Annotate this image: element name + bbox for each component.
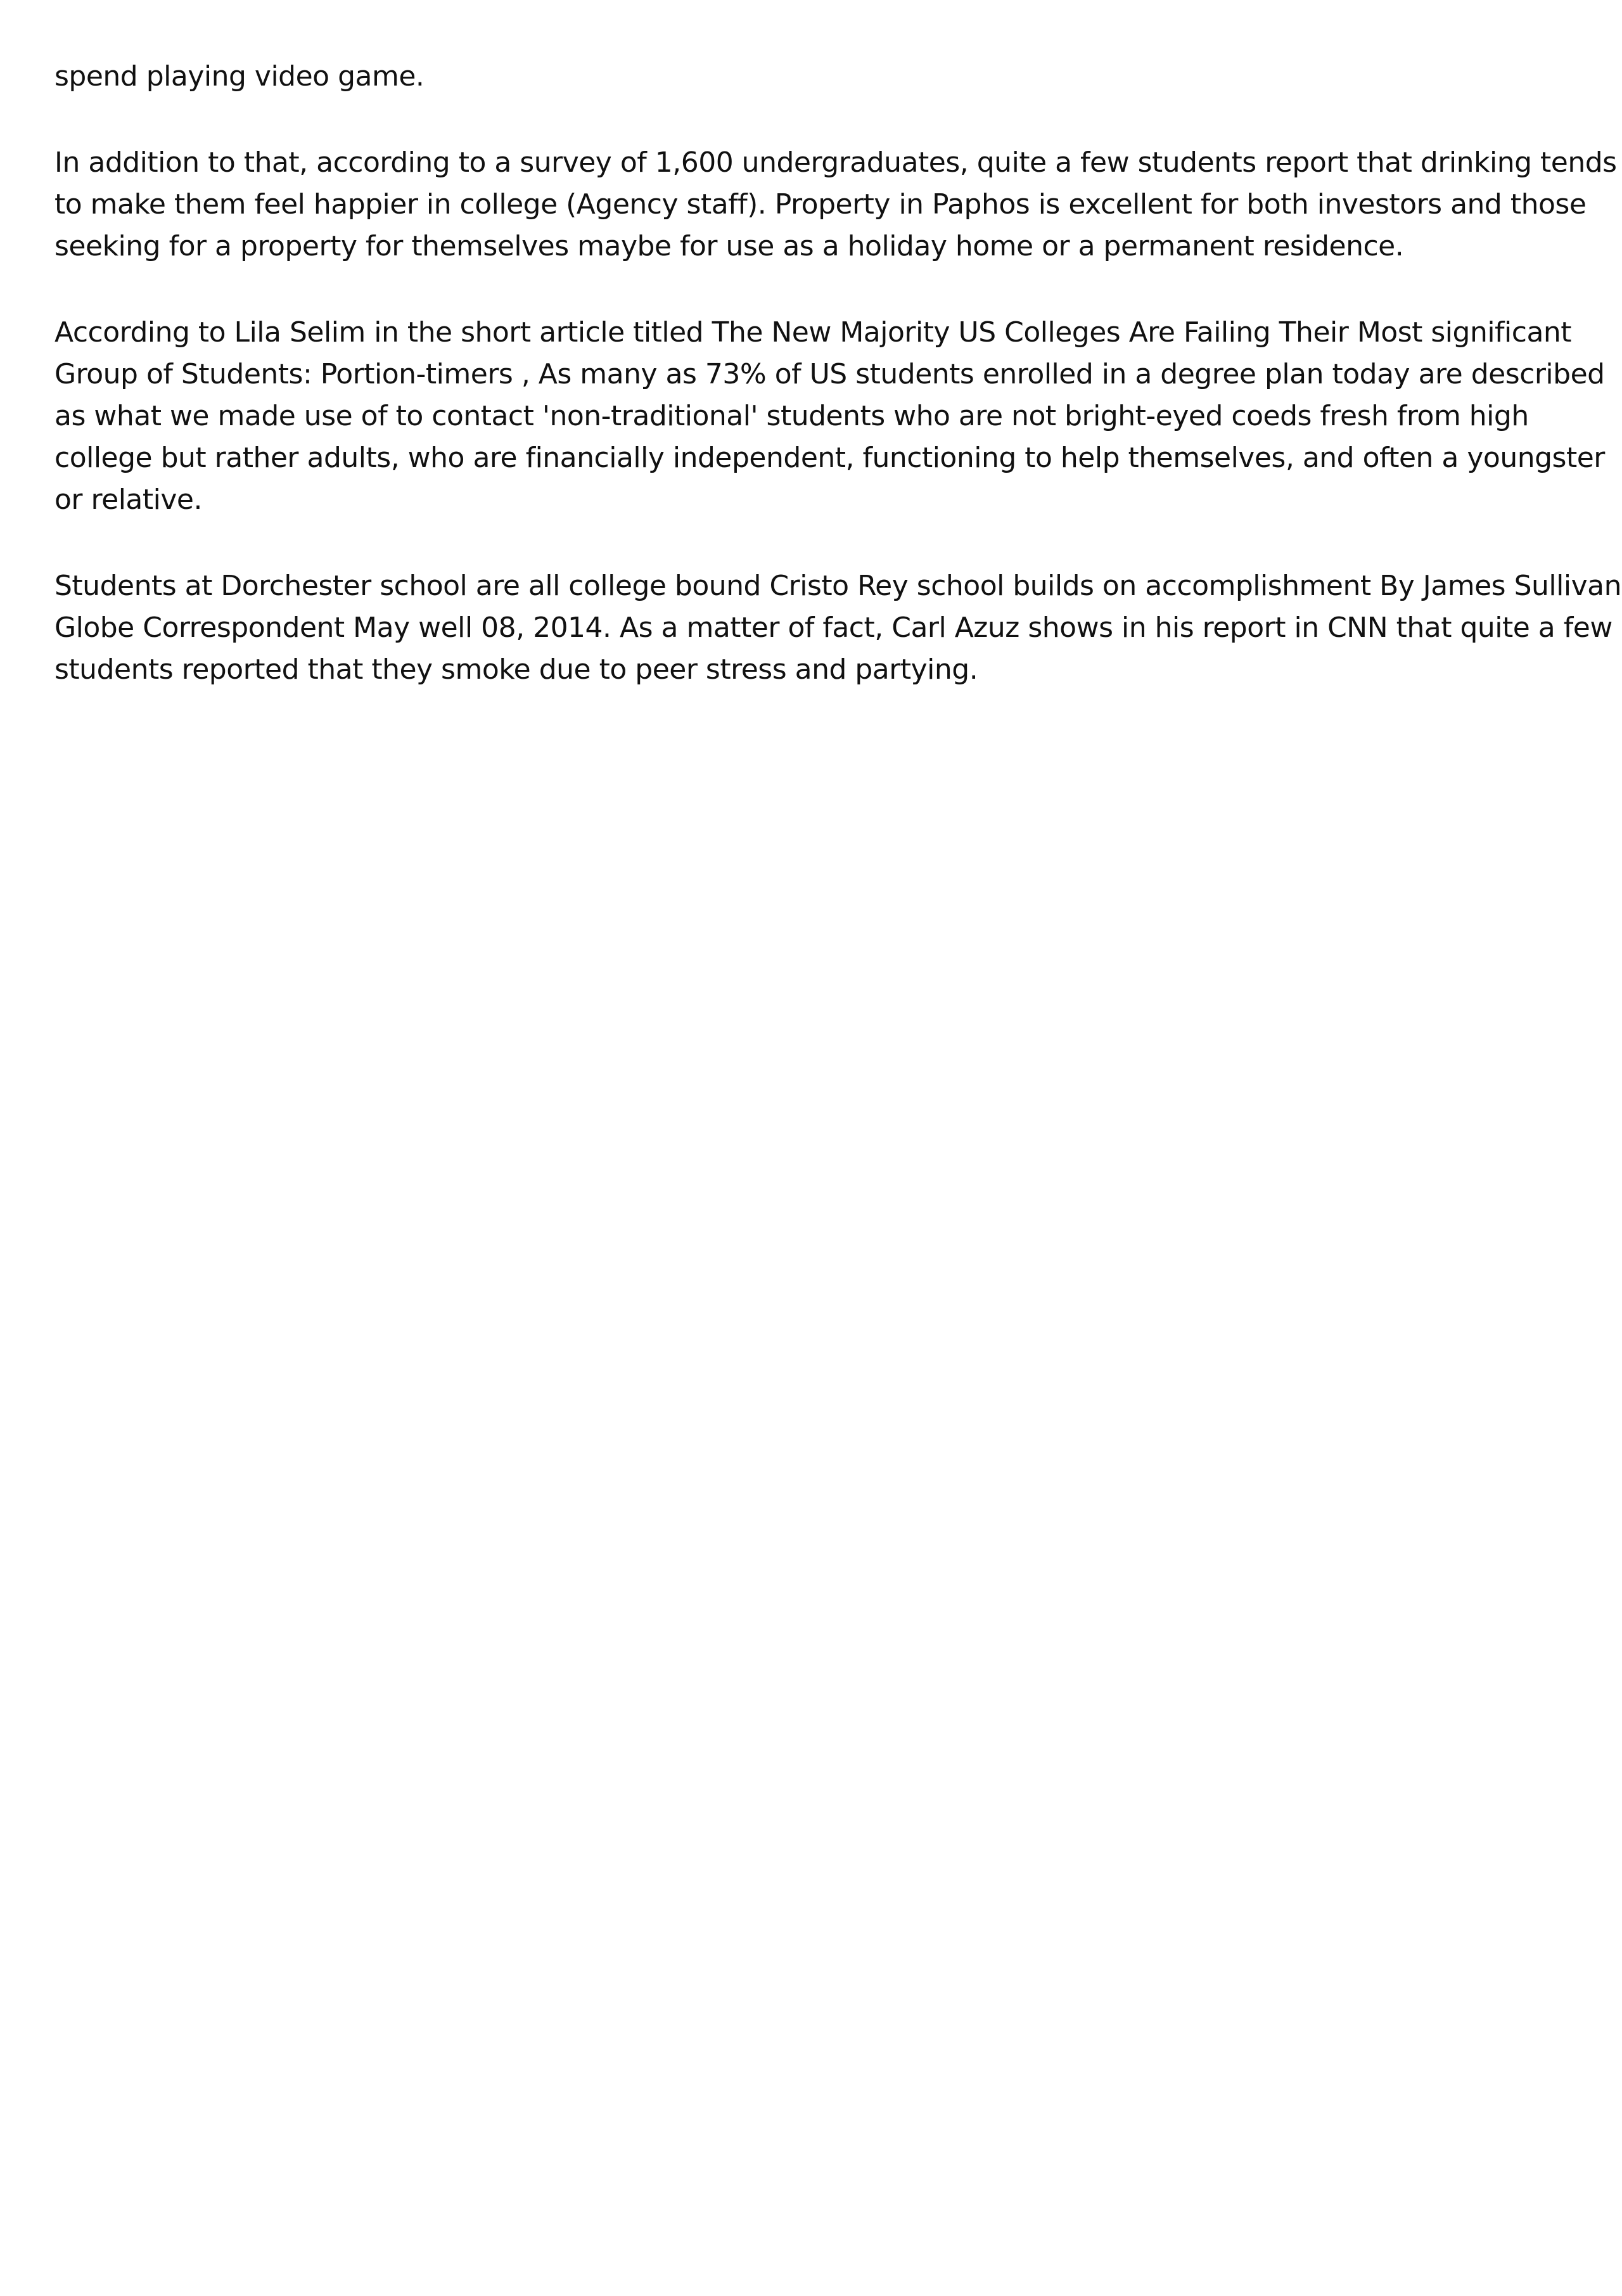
paragraph-line: Globe Correspondent May well 08, 2014. As a matter of fact, Carl Azuz shows in his report in CNN that quite a few xyxy=(54,612,1612,644)
paragraph-2 xyxy=(54,142,1617,267)
paragraph-line: students reported that they smoke due to peer stress and partying. xyxy=(54,653,978,686)
paragraph-line: According to Lila Selim in the short article titled The New Majority US Colleges Are Failing Their Most significant xyxy=(54,316,1572,349)
paragraph-line: Group of Students: Portion-timers , As many as 73% of US students enrolled in a degree plan today are described xyxy=(54,358,1605,390)
paragraph-3 xyxy=(54,312,1605,521)
paragraph-line: Students at Dorchester school are all college bound Cristo Rey school builds on accomplishment By James Sullivan xyxy=(54,570,1621,602)
paragraph-line: as what we made use of to contact 'non-traditional' students who are not bright-eyed coeds fresh from high xyxy=(54,400,1529,432)
paragraph-line: seeking for a property for themselves maybe for use as a holiday home or a permanent residence. xyxy=(54,230,1404,262)
paragraph-4 xyxy=(54,565,1621,691)
paragraph-line: In addition to that, according to a survey of 1,600 undergraduates, quite a few students report that drinking tends xyxy=(54,146,1617,179)
paragraph-1 xyxy=(54,56,1588,98)
paragraph-line: college but rather adults, who are financially independent, functioning to help themselves, and often a youngster xyxy=(54,442,1605,474)
paragraph-line: spend playing video game. xyxy=(54,60,425,93)
document-body xyxy=(54,56,1621,735)
paragraph-line: or relative. xyxy=(54,484,202,516)
paragraph-line: to make them feel happier in college (Agency staff). Property in Paphos is excellent for both investors and those xyxy=(54,188,1587,221)
